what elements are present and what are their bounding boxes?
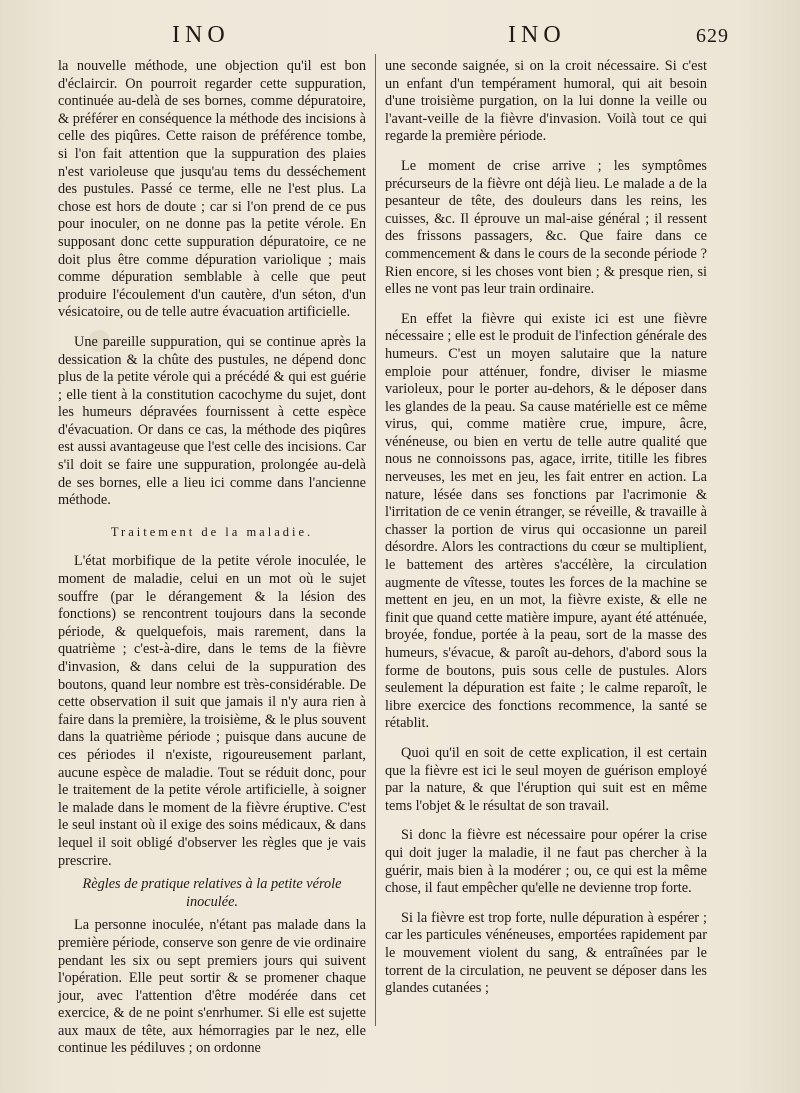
column-divider xyxy=(375,54,376,1026)
paragraph: Quoi qu'il en soit de cette explication, il est certain que la fièvre est ici le seul moyen de guérison employé par la nature, & que l'éruption qui suit est en même tems l'objet & le résultat de son travail. xyxy=(385,744,707,814)
paragraph: la nouvelle méthode, une objection qu'il est bon d'éclaircir. On pourroit regarder cette suppuration, continuée au-delà de ses bornes, comme dépuratoire, & préférer en conséquence la méthode des incisions à celle des piqûres. Cette raison de préférence tombe, si l'on fait attention que la suppuration des plaies n'est varioleuse que jusqu'au tems du desséchement des pustules. Passé ce terme, elle ne l'est plus. La chose est hors de doute ; car si l'on prend de ce pus pour inoculer, on ne donne pas la petite vérole. En supposant donc cette suppuration dépuratoire, ce ne doit plus être comme dépuration variolique ; mais comme dépuration semblable à celle que peut produire l'écoulement d'un cautère, d'un séton, d'un vésicatoire, ou de telle autre évacuation artificielle. xyxy=(58,58,366,321)
page-number: 629 xyxy=(696,25,729,47)
running-head-left: INO xyxy=(172,22,230,48)
subsection-heading: Règles de pratique relatives à la petite vérole inoculée. xyxy=(82,876,342,910)
paragraph: En effet la fièvre qui existe ici est une fièvre nécessaire ; elle est le produit de l'infection générale des humeurs. C'est un moyen salutaire que la nature emploie pour atténuer, fondre, diviser le miasme varioleux, pour le porter au-dehors, & le déposer dans les glandes de la peau. Sa cause matérielle est ce même virus, qui, comme matière crue, impure, âcre, vénéneuse, ou bien en vertu de telle autre qualité que nous ne connoissons pas, agace, irrite, titille les fibres nerveuses, les met en jeu, les fait entrer en action. La nature, lésée dans ses fonctions par l'acrimonie & l'irritation de ce venin étranger, se réveille, & travaille à chasser la portion de virus qui occasionne un pareil désordre. Alors les contractions du cœur se multiplient, le battement des artères s'accélère, la circulation augmente de vîtesse, toutes les forces de la machine se mettent en jeu, en un mot, la fièvre existe, & elle ne finit que quand cette matière impure, ayant été atténuée, broyée, fondue, portée à la peau, sort de la masse des humeurs, s'évacue, & paroît au-dehors, d'abord sous la forme de boutons, puis sous celle de pustules. Alors seulement la dépuration est faite ; le calme reparoît, le libre exercice des fonctions recommence, la santé se rétablit. xyxy=(385,310,707,732)
running-head xyxy=(0,22,800,52)
right-column xyxy=(385,58,707,998)
paragraph: Le moment de crise arrive ; les symptômes précurseurs de la fièvre ont déjà lieu. Le malade a de la pesanteur de tête, des douleurs dans les reins, les cuisses, &c. Il éprouve un mal-aise général ; il ressent des frissons passagers, &c. Que faire dans ce commencement & dans le cours de la seconde période ? Rien encore, si les choses vont bien ; & presque rien, si elles ne vont pas leur train ordinaire. xyxy=(385,157,707,298)
running-head-right: INO xyxy=(508,22,566,48)
paragraph: Une pareille suppuration, qui se continue après la dessication & la chûte des pustules, ne dépend donc plus de la petite vérole qui a précédé & qui est guérie ; elle tient à la constitution cacochyme du sujet, dont les humeurs dépravées fournissent à cette espèce d'évacuation. Or dans ce cas, la méthode des piqûres est aussi avantageuse que l'est celle des incisions. Car s'il doit se faire une suppuration, prolongée au-delà de ses bornes, elle a lieu ici comme dans l'ancienne méthode. xyxy=(58,333,366,509)
paragraph: La personne inoculée, n'étant pas malade dans la première période, conserve son genre de vie ordinaire pendant les six ou sept premiers jours qui suivent l'opération. Elle peut sortir & se promener chaque jour, avec l'attention d'être modérée dans cet exercice, & de ne point s'enrhumer. Si elle est sujette aux maux de tête, aux hémorragies par le nez, elle continue les pédiluves ; on ordonne xyxy=(58,917,366,1057)
left-column xyxy=(58,58,366,1058)
paragraph: L'état morbifique de la petite vérole inoculée, le moment de maladie, celui en un mot où le sujet souffre (par le dérangement & la lésion des fonctions) se rencontrent toujours dans la seconde période, & quelquefois, mais rarement, dans la quatrième ; c'est-à-dire, dans le tems de la fièvre d'invasion, & dans celui de la suppuration des boutons, quand leur nombre est très-considérable. De cette observation il suit que jamais il n'y aura rien à faire dans la première, la troisième, & le plus souvent dans la quatrième période ; puisque dans aucune de ces périodes il n'existe, rigoureusement parlant, aucune espèce de maladie. Tout se réduit donc, pour le traitement de la petite vérole artificielle, à soigner le malade dans le moment de la fièvre éruptive. C'est le seul instant où il exige des soins médicaux, & dans lequel il soit obligé d'observer les règles que je vais prescrire. xyxy=(58,553,366,869)
section-heading: Traitement de la maladie. xyxy=(110,524,314,539)
paragraph: Si la fièvre est trop forte, nulle dépuration à espérer ; car les particules vénéneuses, emportées rapidement par le mouvement violent du sang, & entraînées par le torrent de la circulation, ne peuvent se déposer dans les glandes cutanées ; xyxy=(385,909,707,997)
paragraph: une seconde saignée, si on la croit nécessaire. Si c'est un enfant d'un tempérament humoral, qui ait besoin d'une troisième purgation, on la lui donne la veille ou l'avant-veille de la fièvre d'invasion. Voilà tout ce qui regarde la première période. xyxy=(385,58,707,145)
paragraph: Si donc la fièvre est nécessaire pour opérer la crise qui doit juger la maladie, il ne faut pas chercher à la guérir, mais bien à la modérer ; ou, ce qui est la même chose, il faut empêcher qu'elle ne devienne trop forte. xyxy=(385,827,707,897)
